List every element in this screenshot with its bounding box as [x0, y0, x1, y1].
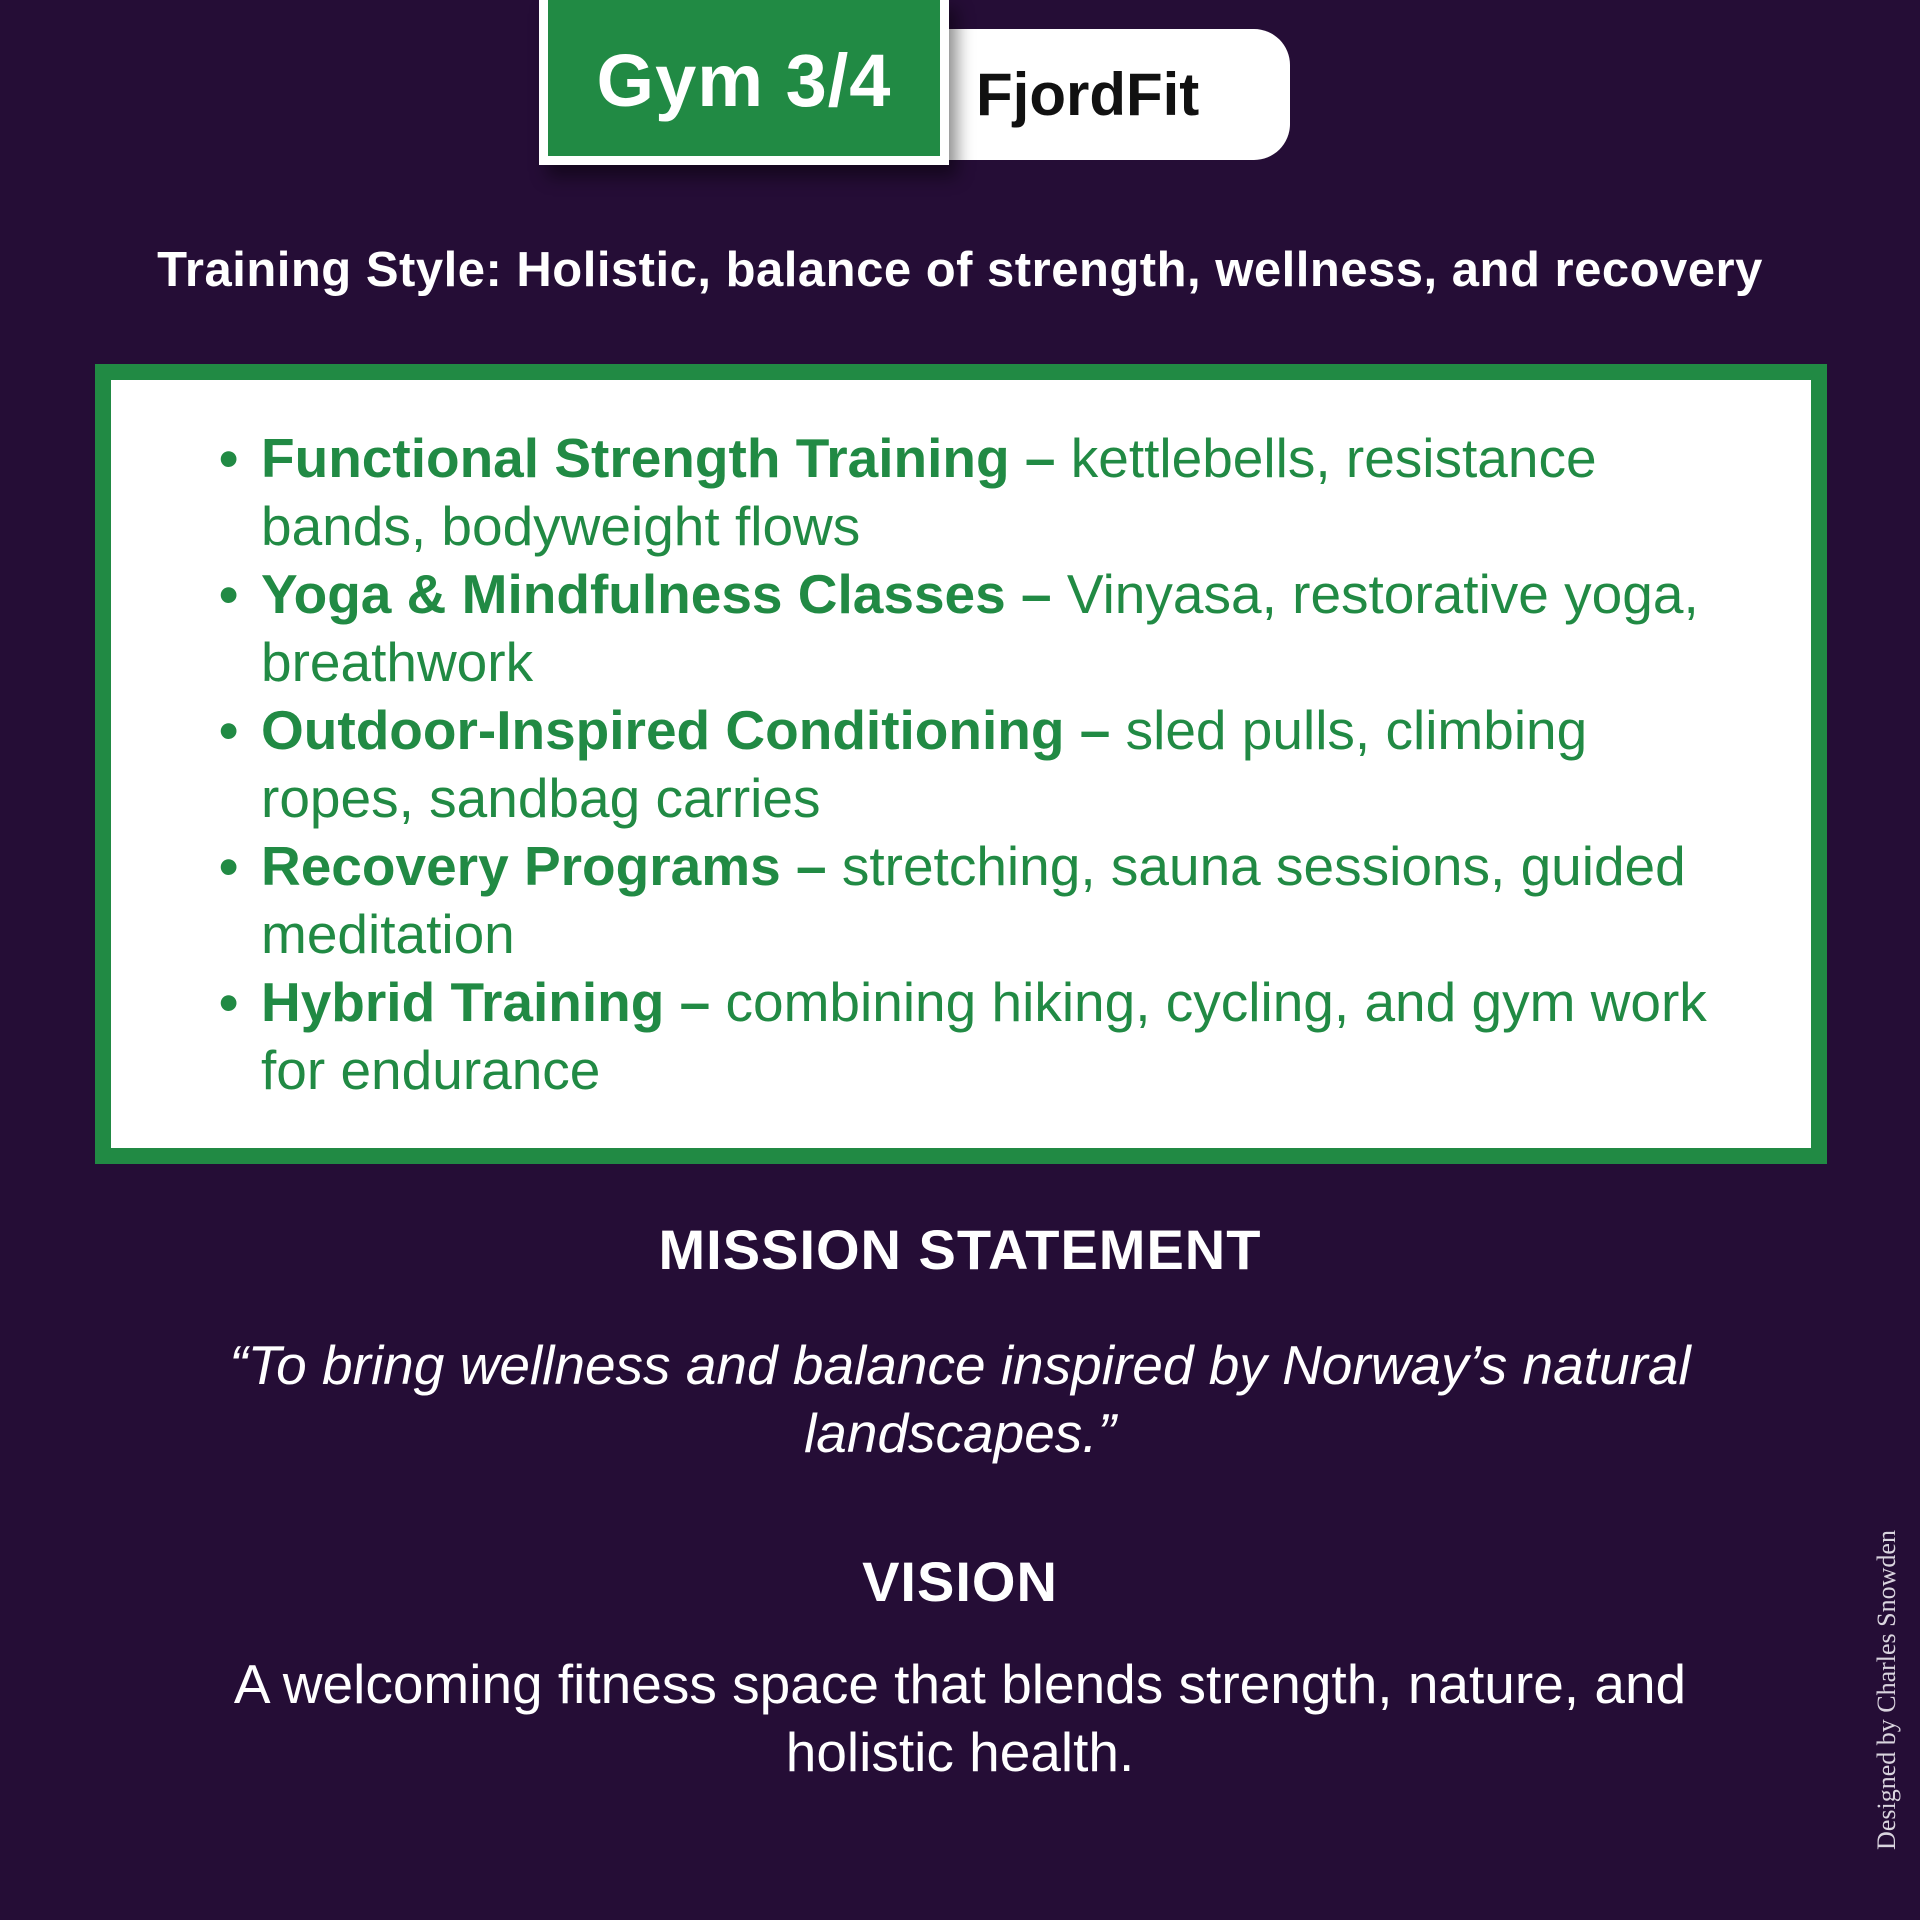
list-item — [219, 832, 1739, 968]
program-details: stretching, sauna sessions, guided meditation — [261, 835, 1686, 965]
list-item — [219, 968, 1739, 1104]
bullet-icon: • — [219, 971, 239, 1033]
program-name: Hybrid Training — [261, 971, 665, 1033]
program-separator: – — [1024, 427, 1056, 489]
program-details: combining hiking, cycling, and gym work for endurance — [261, 971, 1707, 1101]
mission-text: “To bring wellness and balance inspired by Norway’s natural landscapes.” — [229, 1334, 1691, 1464]
program-name: Recovery Programs — [261, 835, 781, 897]
program-details: kettlebells, resistance bands, bodyweight flows — [261, 427, 1597, 557]
program-separator: – — [679, 971, 711, 1033]
list-item — [219, 560, 1739, 696]
list-item — [219, 424, 1739, 560]
program-separator: – — [796, 835, 827, 897]
brand-name-tag: FjordFit — [934, 29, 1290, 160]
programs-card — [95, 364, 1827, 1164]
program-list — [219, 424, 1739, 1104]
program-details: Vinyasa, restorative yoga, breathwork — [261, 563, 1699, 693]
bullet-icon: • — [219, 835, 239, 897]
program-separator: – — [1079, 699, 1111, 761]
program-name: Functional Strength Training — [261, 427, 1010, 489]
program-separator: – — [1021, 563, 1052, 625]
program-details: sled pulls, climbing ropes, sandbag carries — [261, 699, 1588, 829]
training-style-heading: Training Style: Holistic, balance of strength, wellness, and recovery — [157, 243, 1763, 297]
gym-number-tag: Gym 3/4 — [539, 0, 949, 165]
bullet-icon: • — [219, 699, 239, 761]
bullet-icon: • — [219, 427, 239, 489]
program-name: Outdoor-Inspired Conditioning — [261, 699, 1065, 761]
vision-title: VISION — [862, 1550, 1058, 1613]
list-item — [219, 696, 1739, 832]
vision-text: A welcoming fitness space that blends strength, nature, and holistic health. — [233, 1653, 1687, 1783]
designer-credit: Designed by Charles Snowden — [1872, 1530, 1901, 1850]
mission-title: MISSION STATEMENT — [658, 1218, 1262, 1281]
bullet-icon: • — [219, 563, 239, 625]
program-name: Yoga & Mindfulness Classes — [261, 563, 1006, 625]
